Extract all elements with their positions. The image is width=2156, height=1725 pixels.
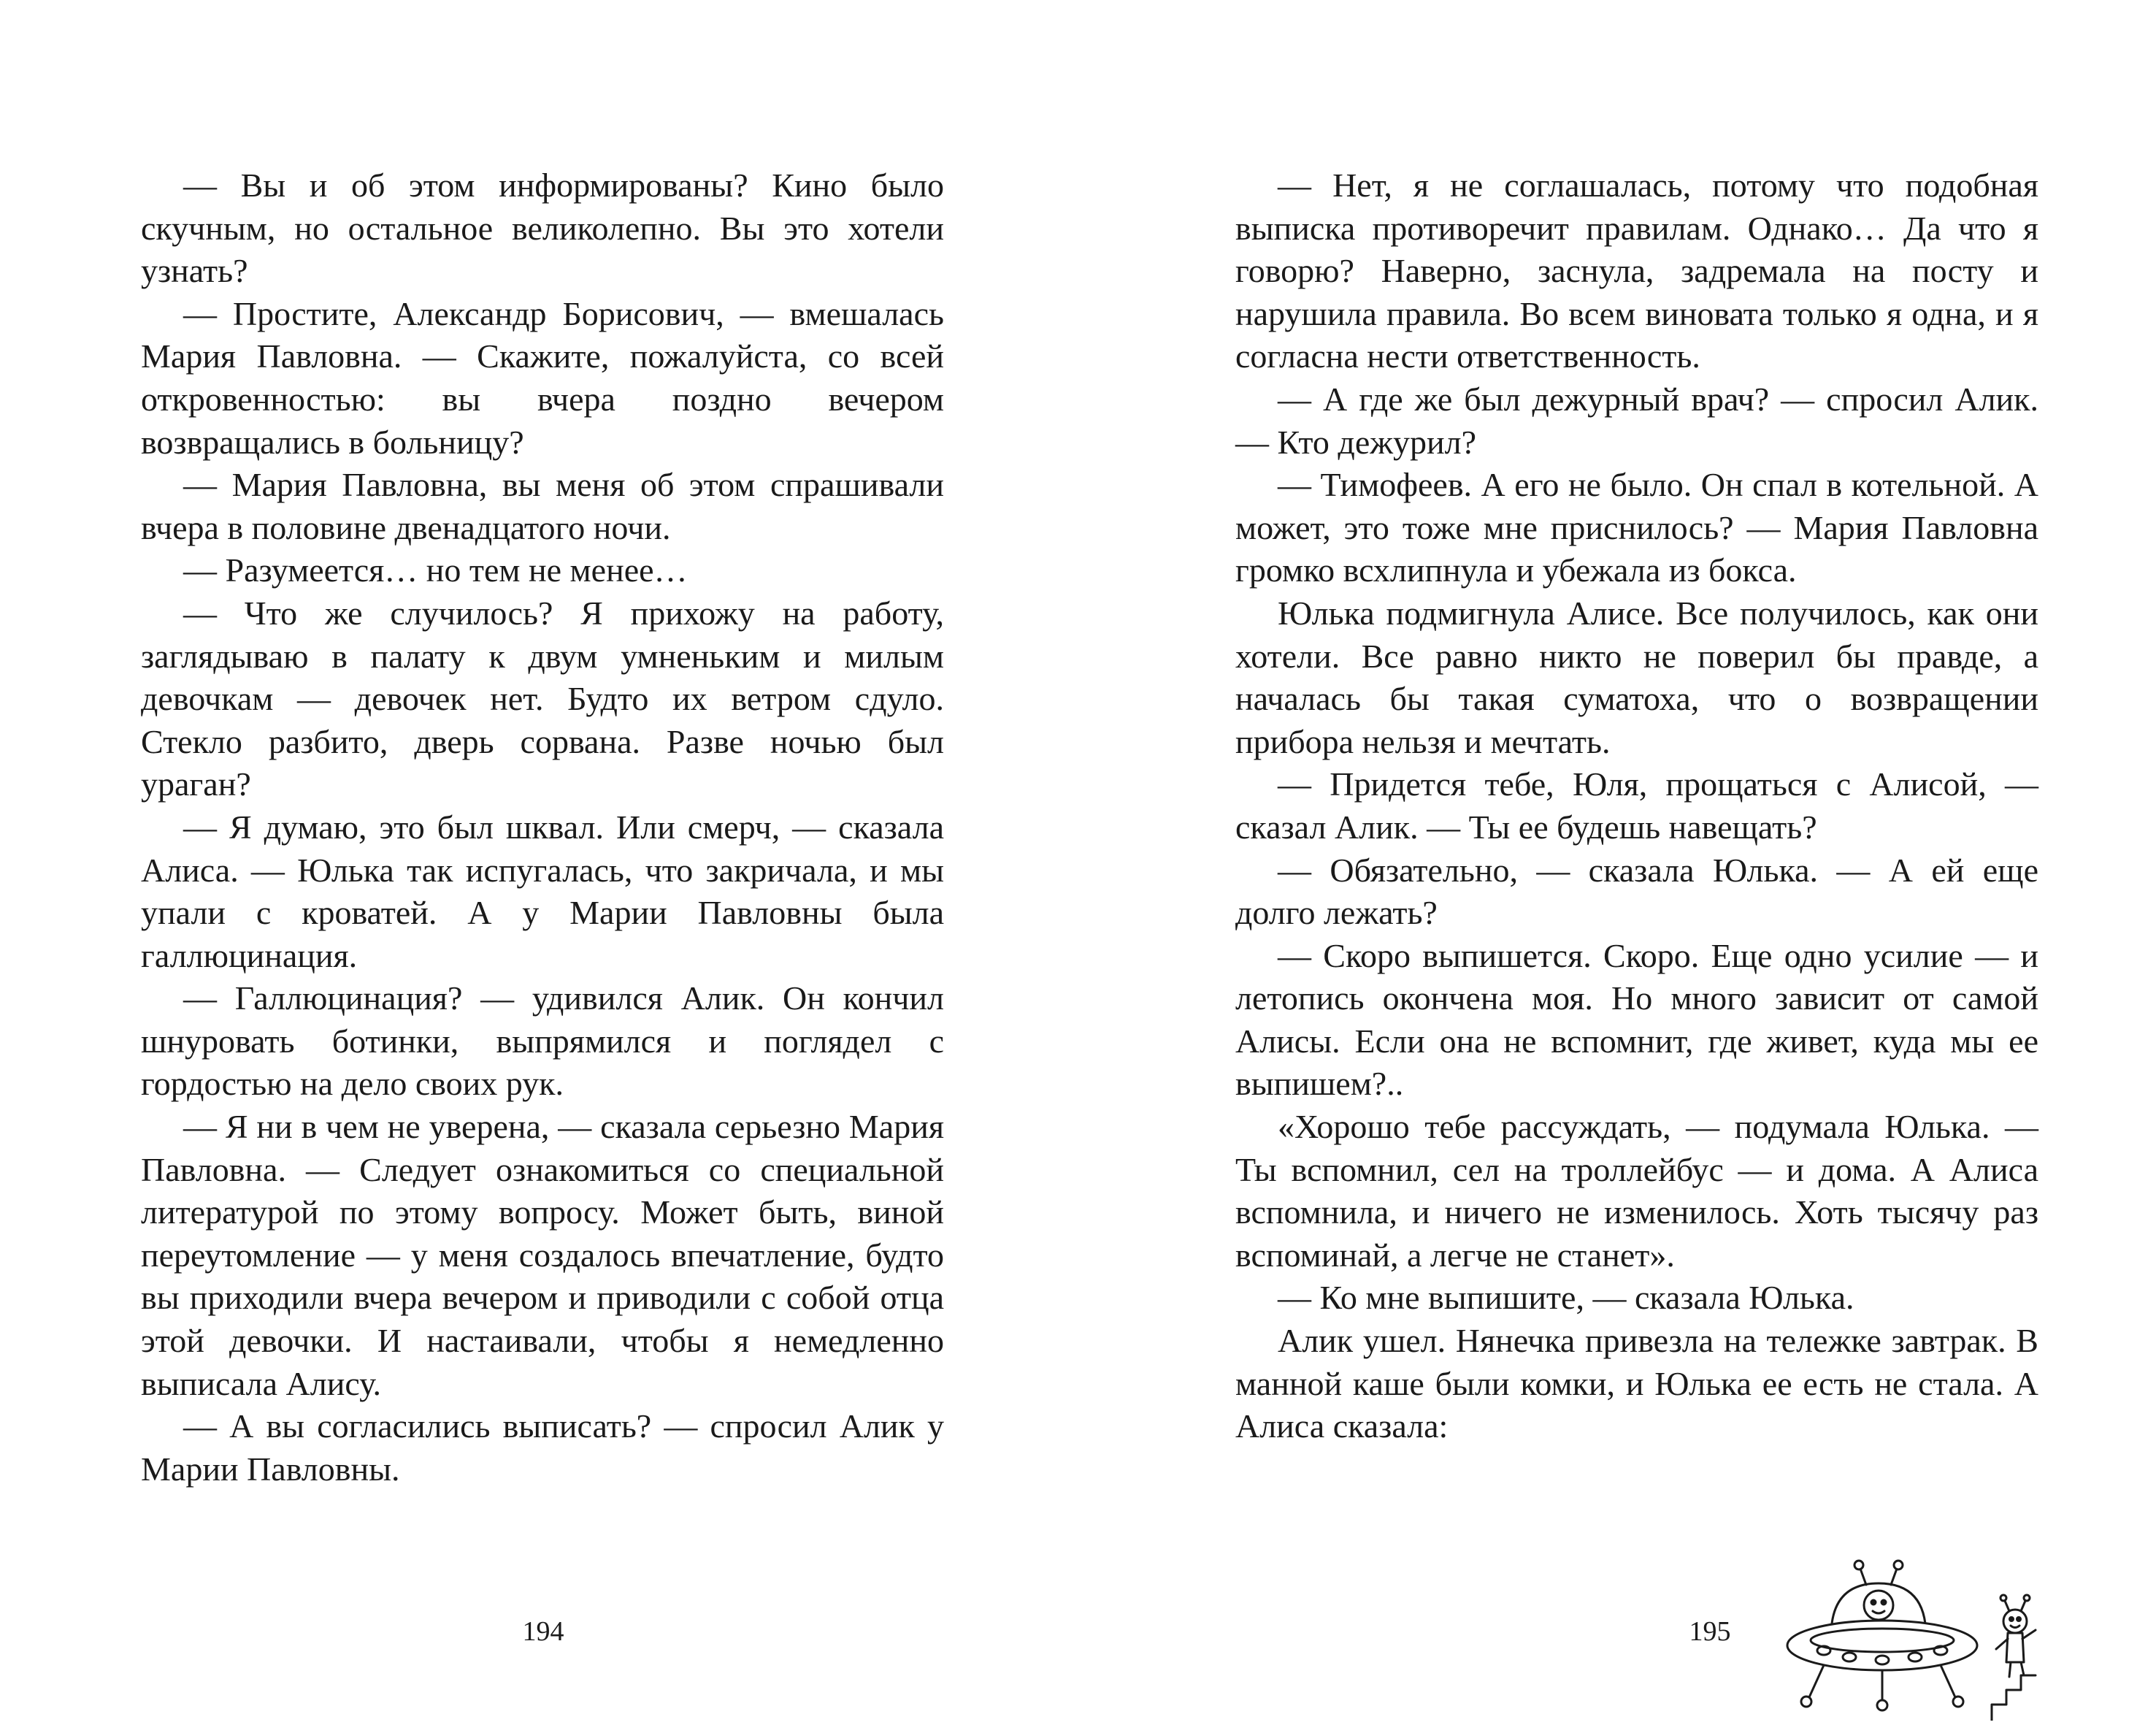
paragraph: — Вы и об этом информированы? Кино было скучным, но остальное великолепно. Вы это хотели узнать? xyxy=(141,167,944,290)
paragraph: — Разумеется… но тем не менее… xyxy=(183,551,688,589)
paragraph: — Я думаю, это был шквал. Или смерч, — сказала Алиса. — Юлька так испугалась, что закричала, и мы упали с кроватей. А у Марии Павловны была галлюцинация. xyxy=(141,808,944,974)
paragraph: — А где же был дежурный врач? — спросил Алик. — Кто дежурил? xyxy=(1235,380,2038,461)
left-page-text xyxy=(141,164,944,1491)
paragraph: — Скоро выпишется. Скоро. Еще одно усилие — и летопись окончена моя. Но много зависит от самой Алисы. Если она не вспомнит, где живет, куда мы ее выпишем?.. xyxy=(1235,936,2038,1103)
paragraph: — Галлюцинация? — удивился Алик. Он кончил шнуровать ботинки, выпрямился и поглядел с гордостью на дело своих рук. xyxy=(141,979,944,1103)
paragraph: «Хорошо тебе рассуждать, — подумала Юлька. — Ты вспомнил, сел на троллейбус — и дома. А Алиса вспомнила, и ничего не изменилось. Хоть тысячу раз вспоминай, а легче не станет». xyxy=(1235,1108,2038,1274)
paragraph: — Придется тебе, Юля, прощаться с Алисой, — сказал Алик. — Ты ее будешь навещать? xyxy=(1235,765,2038,846)
paragraph: — А вы согласились выписать? — спросил Алик у Марии Павловны. xyxy=(141,1407,944,1488)
paragraph: — Что же случилось? Я прихожу на работу, заглядываю в палату к двум умненьким и милым девочкам — девочек нет. Будто их ветром сдуло. Стекло разбито, дверь сорвана. Разве ночью был ураган? xyxy=(141,594,944,803)
paragraph: — Простите, Александр Борисович, — вмешалась Мария Павловна. — Скажите, пожалуйста, со всей откровенностью: вы вчера поздно вечером возвращались в больницу? xyxy=(141,294,944,461)
page-number-right: 195 xyxy=(1689,1616,1731,1647)
right-page xyxy=(1078,0,2156,1725)
page-number-left: 194 xyxy=(522,1616,564,1647)
paragraph: — Тимофеев. А его не было. Он спал в котельной. А может, это тоже мне приснилось? — Мария Павловна громко всхлипнула и убежала из бокса. xyxy=(1235,466,2038,589)
right-page-text xyxy=(1235,164,2038,1448)
paragraph: Алик ушел. Нянечка привезла на тележке завтрак. В манной каше были комки, и Юлька ее есть не стала. А Алиса сказала: xyxy=(1235,1322,2038,1445)
paragraph: — Обязательно, — сказала Юлька. — А ей еще долго лежать? xyxy=(1235,851,2038,932)
paragraph: Юлька подмигнула Алисе. Все получилось, как они хотели. Все равно никто не поверил бы правде, а началась бы такая суматоха, что о возвращении прибора нельзя и мечтать. xyxy=(1235,594,2038,760)
paragraph: — Мария Павловна, вы меня об этом спрашивали вчера в половине двенадцатого ночи. xyxy=(141,466,944,546)
paragraph: — Ко мне выпишите, — сказала Юлька. xyxy=(1278,1279,1854,1317)
paragraph: — Нет, я не соглашалась, потому что подобная выписка противоречит правилам. Однако… Да что я говорю? Наверно, заснула, задремала на посту и нарушила правила. Во всем виновата только я одна, и я согласна нести ответственность. xyxy=(1235,167,2038,375)
flying-saucer-with-alien-icon xyxy=(1780,1554,2057,1721)
paragraph: — Я ни в чем не уверена, — сказала серьезно Мария Павловна. — Следует ознакомиться со специальной литературой по этому вопросу. Может быть, виной переутомление — у меня создалось впечатление, будто вы приходили вчера вечером и приводили с собой отца этой девочки. И настаивали, чтобы я немедленно выписала Алису. xyxy=(141,1108,944,1402)
